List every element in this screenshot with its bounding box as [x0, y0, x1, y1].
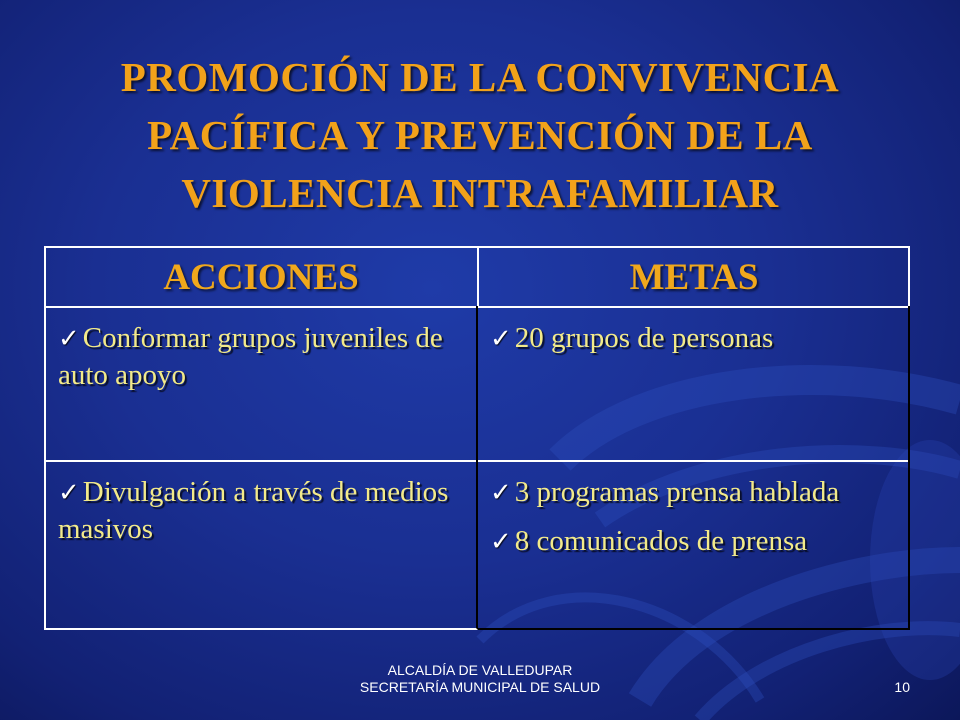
meta-text: 3 programas prensa hablada — [514, 476, 840, 508]
list-item — [58, 474, 466, 547]
slide-title — [20, 48, 940, 222]
header-metas: METAS — [629, 256, 759, 298]
footer — [280, 662, 680, 696]
header-acciones: ACCIONES — [163, 256, 359, 298]
footer-line-2: SECRETARÍA MUNICIPAL DE SALUD — [359, 679, 601, 695]
title-line-1: PROMOCIÓN DE LA CONVIVENCIA — [120, 54, 840, 100]
page-number: 10 — [894, 679, 910, 695]
meta-text: 8 comunicados de prensa — [514, 525, 808, 557]
list-item — [490, 320, 898, 357]
checkmark-icon: ✓ — [58, 478, 80, 508]
checkmark-icon: ✓ — [490, 527, 512, 557]
accion-text: Divulgación a través de medios masivos — [58, 476, 449, 545]
accion-text: Conformar grupos juveniles de auto apoyo — [58, 322, 443, 391]
table-row-1-accion — [44, 306, 478, 462]
table-row-2-accion — [44, 460, 478, 630]
checkmark-icon: ✓ — [490, 324, 512, 354]
list-item — [490, 474, 898, 511]
table-row-1-metas — [478, 306, 910, 462]
table-row-2-metas — [478, 460, 910, 630]
title-line-2: PACÍFICA Y PREVENCIÓN DE LA — [147, 112, 813, 158]
meta-text: 20 grupos de personas — [514, 322, 774, 354]
title-line-3: VIOLENCIA INTRAFAMILIAR — [181, 170, 779, 216]
list-item — [490, 523, 898, 560]
checkmark-icon: ✓ — [490, 478, 512, 508]
list-item — [58, 320, 466, 393]
checkmark-icon: ✓ — [58, 324, 80, 354]
footer-line-1: ALCALDÍA DE VALLEDUPAR — [387, 662, 573, 678]
